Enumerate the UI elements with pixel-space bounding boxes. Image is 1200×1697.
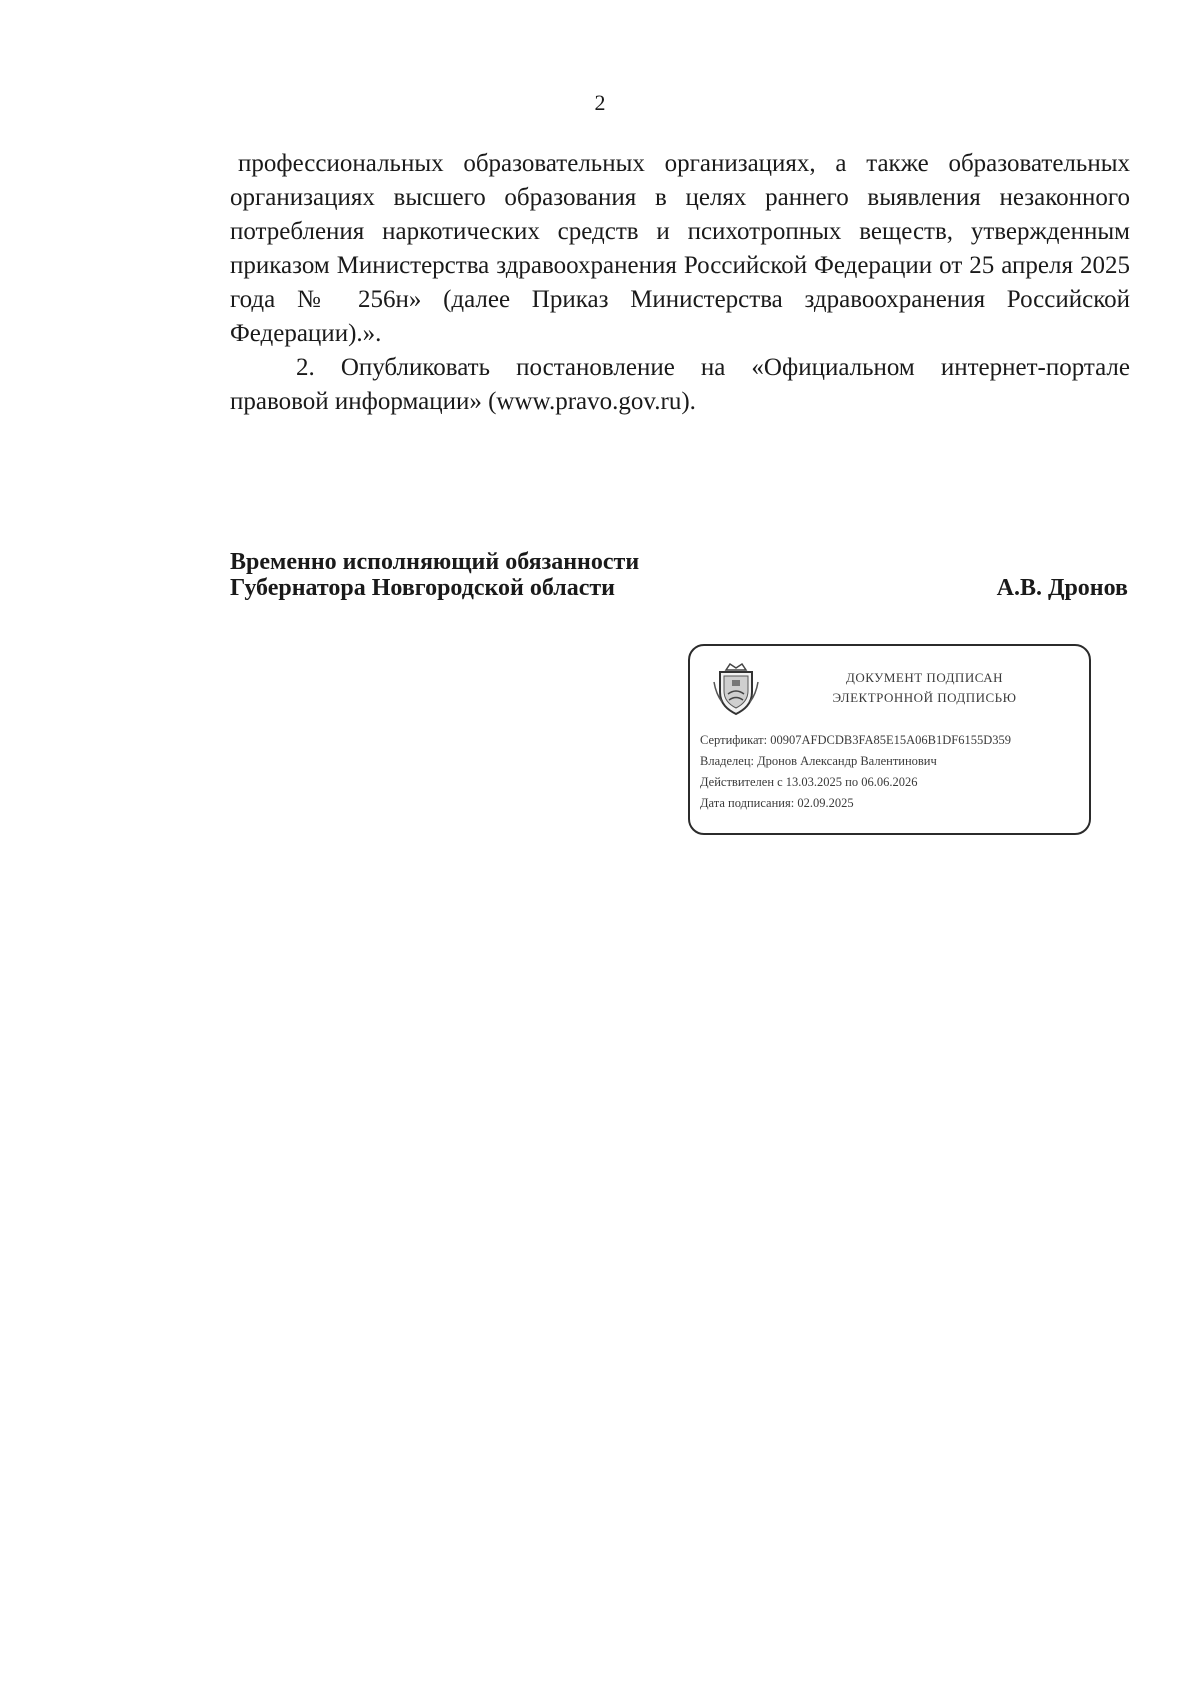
stamp-title bbox=[770, 668, 1079, 708]
signatory-name: А.В. Дронов bbox=[996, 575, 1128, 601]
signatory-position-line-1: Временно исполняющий обязанности bbox=[230, 549, 640, 575]
stamp-details bbox=[700, 730, 1011, 814]
electronic-signature-stamp bbox=[688, 644, 1091, 835]
page-number: 2 bbox=[594, 90, 606, 115]
certificate-owner: Владелец: Дронов Александр Валентинович bbox=[700, 754, 937, 768]
paragraph-continuation: профессиональных образовательных организациях, а также образовательных организациях высшего образования в целях раннего выявления незаконного потребления наркотических средств и психотропных веществ, утвержденным приказом Министерства здравоохранения Российской Федерации от 25 апреля 2025 года № 256н» (далее Приказ Министерства здравоохранения Российской Федерации).». bbox=[230, 150, 1130, 347]
certificate-number: Сертификат: 00907AFDCDB3FA85E15A06B1DF6155D359 bbox=[700, 733, 1011, 747]
novgorod-coat-of-arms-icon bbox=[712, 660, 760, 716]
stamp-title-line-2: ЭЛЕКТРОННОЙ ПОДПИСЬЮ bbox=[832, 690, 1017, 705]
signing-date: Дата подписания: 02.09.2025 bbox=[700, 796, 854, 810]
signatory-position bbox=[230, 549, 639, 601]
signature-block bbox=[230, 549, 1128, 601]
document-body bbox=[230, 147, 1130, 419]
certificate-validity: Действителен с 13.03.2025 по 06.06.2026 bbox=[700, 775, 918, 789]
signatory-position-line-2: Губернатора Новгородской области bbox=[230, 575, 616, 601]
paragraph-item-2: 2. Опубликовать постановление на «Официальном интернет-портале правовой информации» (www.pravo.gov.ru). bbox=[230, 354, 1130, 415]
stamp-title-line-1: ДОКУМЕНТ ПОДПИСАН bbox=[845, 670, 1004, 685]
